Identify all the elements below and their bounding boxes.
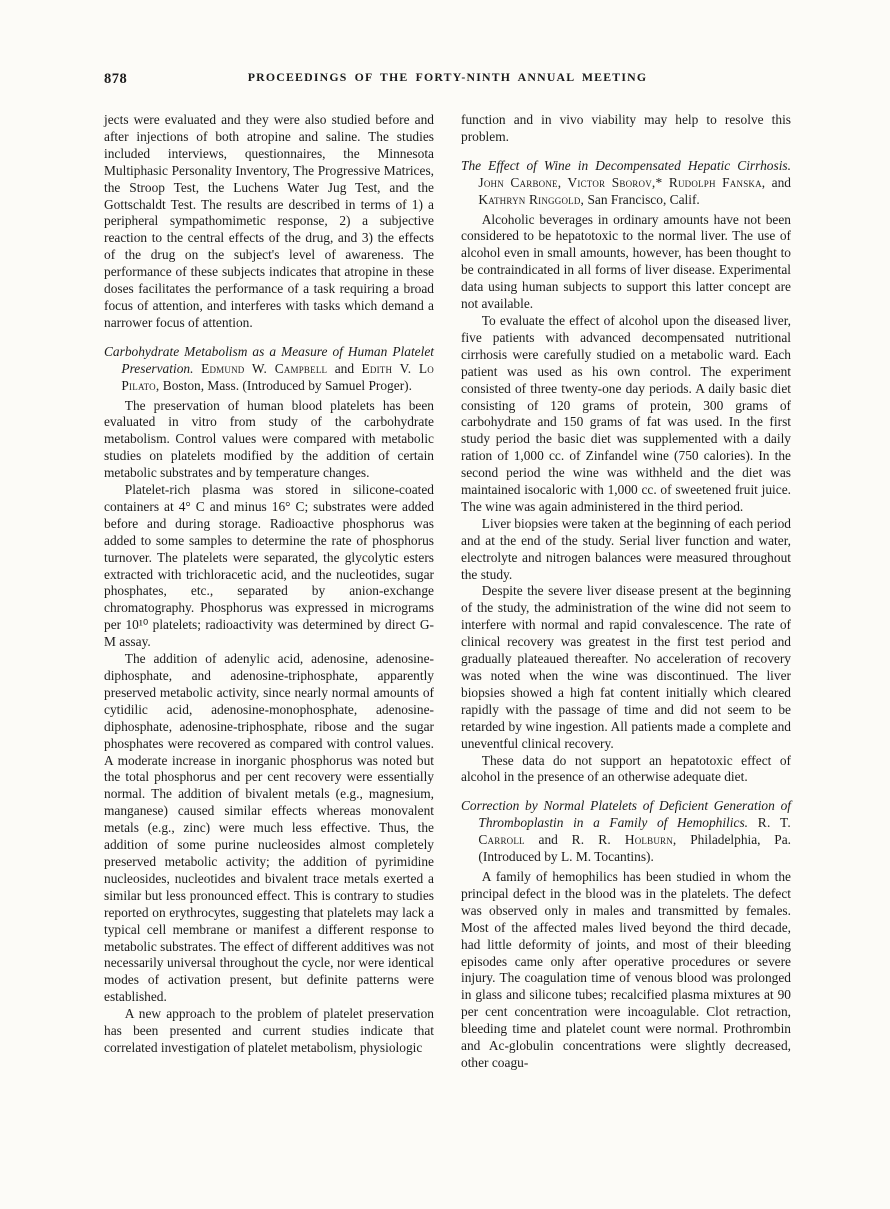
paragraph: Despite the severe liver disease present at the beginning of the study, the administration of the wine did not seem to interfere with normal and rapid convalescence. The rate of clinical recovery was greatest in the first test period and gradually plateaued thereafter. No acceleration of recovery was noted when the wine was discontinued. The liver biopsies showed a high fat content initially which cleared rapidly with the passage of time and did not seem to be retarded by wine ingestion. All patients made a complete and uneventful clinical recovery. <box>461 583 791 751</box>
abstract-title: Carbohydrate Metabolism as a Measure of Human Platelet Preservation. <box>104 343 434 376</box>
paragraph: Platelet-rich plasma was stored in silicone-coated containers at 4° C and minus 16° C; substrates were added before and during storage. Radioactive phosphorus was added to some samples to determine the rate of phosphorus turnover. The platelets were separated, the glycolytic esters extracted with trichloracetic acid, and the nucleotides, sugar phosphates, etc., separated by anion-exchange chromatography. Phosphorus was expressed in micrograms per 10¹⁰ platelets; radioactivity was determined by direct G-M assay. <box>104 482 434 650</box>
two-column-body <box>104 112 791 1072</box>
paragraph: A new approach to the problem of platelet preservation has been presented and current studies indicate that correlated investigation of platelet metabolism, physiologic <box>104 1006 434 1055</box>
left-column <box>104 112 434 1072</box>
abstract-author: R. R. Holburn, <box>571 832 677 848</box>
abstract-heading-wine <box>461 158 791 209</box>
abstract-title: Correction by Normal Platelets of Deficient Generation of Thromboplastin in a Family of Hemophilics. <box>461 798 791 831</box>
abstract-author: R. T. Carroll <box>478 815 791 848</box>
running-header: PROCEEDINGS OF THE FORTY-NINTH ANNUAL MEETING <box>247 70 648 84</box>
abstract-affiliation: Philadelphia, Pa. (Introduced by L. M. Tocantins). <box>478 832 792 865</box>
paragraph-continuation: function and in vivo viability may help to resolve this problem. <box>461 112 791 144</box>
paragraph: Alcoholic beverages in ordinary amounts have not been considered to be hepatotoxic to the normal liver. The use of alcohol even in small amounts, however, has been thought to be contraindicated in all forms of liver disease. Experimental data using human subjects to support this latter concept are not available. <box>461 211 791 312</box>
abstract-author: Edith V. Lo Pilato, <box>121 360 434 393</box>
page-number: 878 <box>104 71 128 87</box>
paragraph-continuation: jects were evaluated and they were also studied before and after injections of both atropine and saline. The studies included interviews, questionnaires, the Minnesota Multiphasic Personality Inventory, The Progressive Matrices, the Stroop Test, the Luchens Water Jug Test, and the Gottschaldt Test. The results are described in terms of 1) a peripheral sympathomimetic response, 2) a subjective reaction to the central effects of the drug, and 3) the effects of the drug on the subject's level of awareness. The performance of these subjects indicates that atropine in these doses facilitates the performance of a task requiring a broad focus of attention, and interferes with tasks which demand a narrower focus of attention. <box>104 112 434 330</box>
abstract-conjunction: and <box>765 174 791 190</box>
abstract-affiliation: San Francisco, Calif. <box>584 191 700 207</box>
abstract-author: John Carbone, Victor Sborov,* Rudolph Fanska, <box>478 174 766 190</box>
paragraph: To evaluate the effect of alcohol upon the diseased liver, five patients with advanced decompensated nutritional cirrhosis were carefully studied on a metabolic ward. Each patient was used as his own control. The experiment consisted of three twenty-one day periods. A daily basic diet consisting of 120 grams of protein, 300 grams of carbohydrate and 150 grams of fat was used. In the first study period the basic diet was supplemented with a daily ration of 1,000 cc. of Zinfandel wine (750 calories). In the second period the wine was withheld and the diet was maintained isocaloric with 1,000 cc. of sweetened fruit juice. The wine was again administered in the third period. <box>461 312 791 514</box>
abstract-heading-hemophilia <box>461 798 791 866</box>
abstract-author: Edmund W. Campbell <box>193 360 328 376</box>
paragraph: The addition of adenylic acid, adenosine, adenosine-diphosphate, and adenosine-triphosphate, apparently preserved metabolic activity, since nearly normal amounts of cytidilic acid, adenosine-monophosphate, adenosine-diphosphate, adenosine-triphosphate, ribose and the sugar phosphates were recovered as compared with control values. A moderate increase in inorganic phosphorus was noted but the total phosphorus and per cent recovery were essentially normal. The addition of bivalent metals (e.g., magnesium, manganese) caused similar effects whereas monovalent metals (e.g., zinc) were much less effective. Thus, the addition of some purine nucleosides almost completely preserved metabolic activity; the addition of pyrimidine nucleosides, nucleotides and bivalent trace metals exerted a similar but less pronounced effect. This is contrary to studies reported on erythrocytes, suggesting that platelets may lack a typical cell membrane or manifest a different response to metabolic substrates. The effect of different additives was not necessarily universal throughout the cycle, nor were identical modes of activation present, but definite patterns were established. <box>104 651 434 1005</box>
abstract-affiliation: Boston, Mass. (Introduced by Samuel Proger). <box>159 377 412 393</box>
abstract-heading-platelet <box>104 344 434 395</box>
abstract-author: Kathryn Ringgold, <box>478 191 585 207</box>
paragraph: Liver biopsies were taken at the beginning of each period and at the end of the study. Serial liver function and water, electrolyte and nitrogen balances were measured throughout the study. <box>461 515 791 582</box>
abstract-title: The Effect of Wine in Decompensated Hepatic Cirrhosis. <box>461 157 791 173</box>
abstract-conjunction: and <box>327 360 362 376</box>
paragraph: The preservation of human blood platelets has been evaluated in vitro from study of the carbohydrate metabolism. Control values were compared with metabolic studies on platelets modified by the addition of certain metabolic substrates and by temperature changes. <box>104 397 434 481</box>
paragraph: A family of hemophilics has been studied in whom the principal defect in the blood was in the platelets. The defect was observed only in males and transmitted by females. Most of the affected males lived beyond the third decade, had little deformity of joints, and most of their bleeding episodes came only after operative procedures or severe injury. The coagulation time of venous blood was prolonged in glass and silicone tubes; recalcified plasma mixtures at 90 per cent concentration were incoagulable. Clot retraction, bleeding time and platelet count were normal. Prothrombin and Ac-globulin concentrations were slightly decreased, other coagu- <box>461 868 791 1070</box>
right-column <box>461 112 791 1072</box>
abstract-conjunction: and <box>524 832 572 848</box>
paragraph: These data do not support an hepatotoxic effect of alcohol in the presence of an otherwise adequate diet. <box>461 752 791 785</box>
page-header <box>104 70 791 90</box>
